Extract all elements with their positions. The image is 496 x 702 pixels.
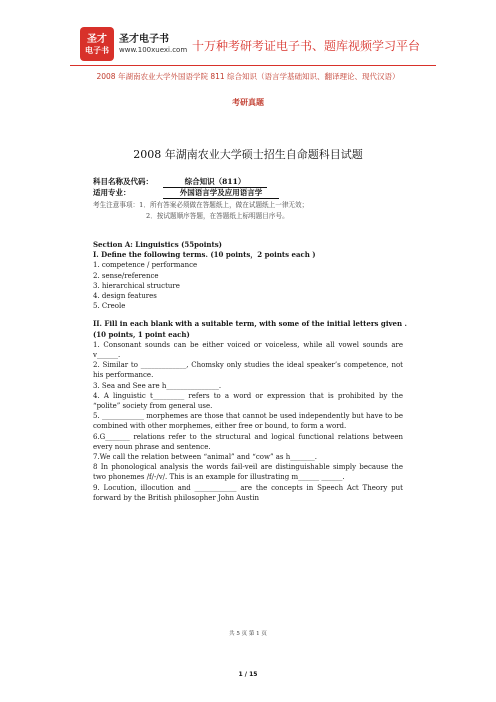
major-value: 外国语言学及应用语言学 [163, 187, 279, 199]
note-1: 1．所有答案必须做在答题纸上，做在试题纸上一律无效； [139, 201, 309, 209]
logo-text-top: 圣才 [87, 33, 107, 45]
question-item: 1. Consonant sounds can be either voiced or voiceless, while all vowel sounds are v______. [93, 340, 403, 360]
list-item: 4. design features [93, 292, 157, 301]
page-number: 1 / 15 [238, 671, 258, 678]
list-item: 5. Creole [93, 302, 126, 311]
question-item: 4. A linguistic t_________ refers to a word or expression that is prohibited by the “polite” society from general use. [93, 391, 403, 411]
part1-title: I. Define the following terms. (10 points，2 points each ) [93, 250, 316, 260]
sheet-counter: 共 5 页 第 1 页 [229, 631, 267, 637]
brand-url[interactable]: www.100xuexi.com [119, 46, 188, 54]
subject-value: 综合知识（811） [163, 176, 267, 188]
list-item: 2. sense/reference [93, 271, 159, 280]
list-item: 1. competence / performance [93, 261, 198, 270]
question-item: 3. Sea and See are h_______________. [93, 381, 222, 390]
part2-title-line2: (10 points, 1 point each) [93, 329, 190, 339]
section-heading: Section A: Linguistics (55points) [93, 240, 222, 249]
header-divider [70, 65, 436, 66]
question-item: 8 In phonological analysis the words fail-veil are distinguishable simply because the two phonemes /f/-/v/. This is an example for illustrating m______ ______. [93, 463, 403, 482]
subject-label: 科目名称及代码： [93, 177, 153, 186]
exam-content [93, 240, 407, 503]
brand-logo[interactable] [80, 27, 114, 61]
exam-title: 2008 年湖南农业大学硕士招生自命题科目试题 [133, 148, 363, 161]
page-header [0, 0, 496, 66]
part2-title-line1: II. Fill in each blank with a suitable term, with some of the initial letters given . [93, 319, 407, 329]
major-label: 适用专业： [93, 188, 131, 197]
question-item: 9. Locution, illocution and ____________ are the concepts in Speech Act Theory put forward by the British philosopher John Austin [93, 483, 403, 502]
brand-slogan: 十万种考研考证电子书、题库视频学习平台 [192, 39, 421, 53]
spacer [93, 311, 403, 319]
question-item: 7.We call the relation between “animal” and “cow” as h_______. [93, 453, 317, 462]
question-item: 5. ____________ morphemes are those that cannot be used independently but have to be combined with other morphemes, either free or bound, to form a word. [93, 412, 403, 431]
question-item: 6.G_______ relations refer to the structural and logical functional relations between every noun phrase and sentence. [93, 432, 403, 451]
notes-row-1 [93, 199, 308, 209]
section-tag: 考研真题 [232, 98, 264, 107]
notes-label: 考生注意事项： [93, 201, 140, 209]
question-item: 2. Similar to _____________, Chomsky only studies the ideal speaker’s competence, not his performance. [93, 361, 403, 380]
logo-text-bottom: 电子书 [85, 45, 109, 55]
major-row [93, 187, 279, 199]
brand-name: 圣才电子书 [119, 34, 169, 45]
document-breadcrumb: 2008 年湖南农业大学外国语学院 811 综合知识（语言学基础知识、翻译理论、现代汉语） [96, 72, 400, 81]
note-2: 2．按试题顺序答题，在答题纸上标明题目序号。 [146, 212, 289, 220]
list-item: 3. hierarchical structure [93, 281, 180, 290]
